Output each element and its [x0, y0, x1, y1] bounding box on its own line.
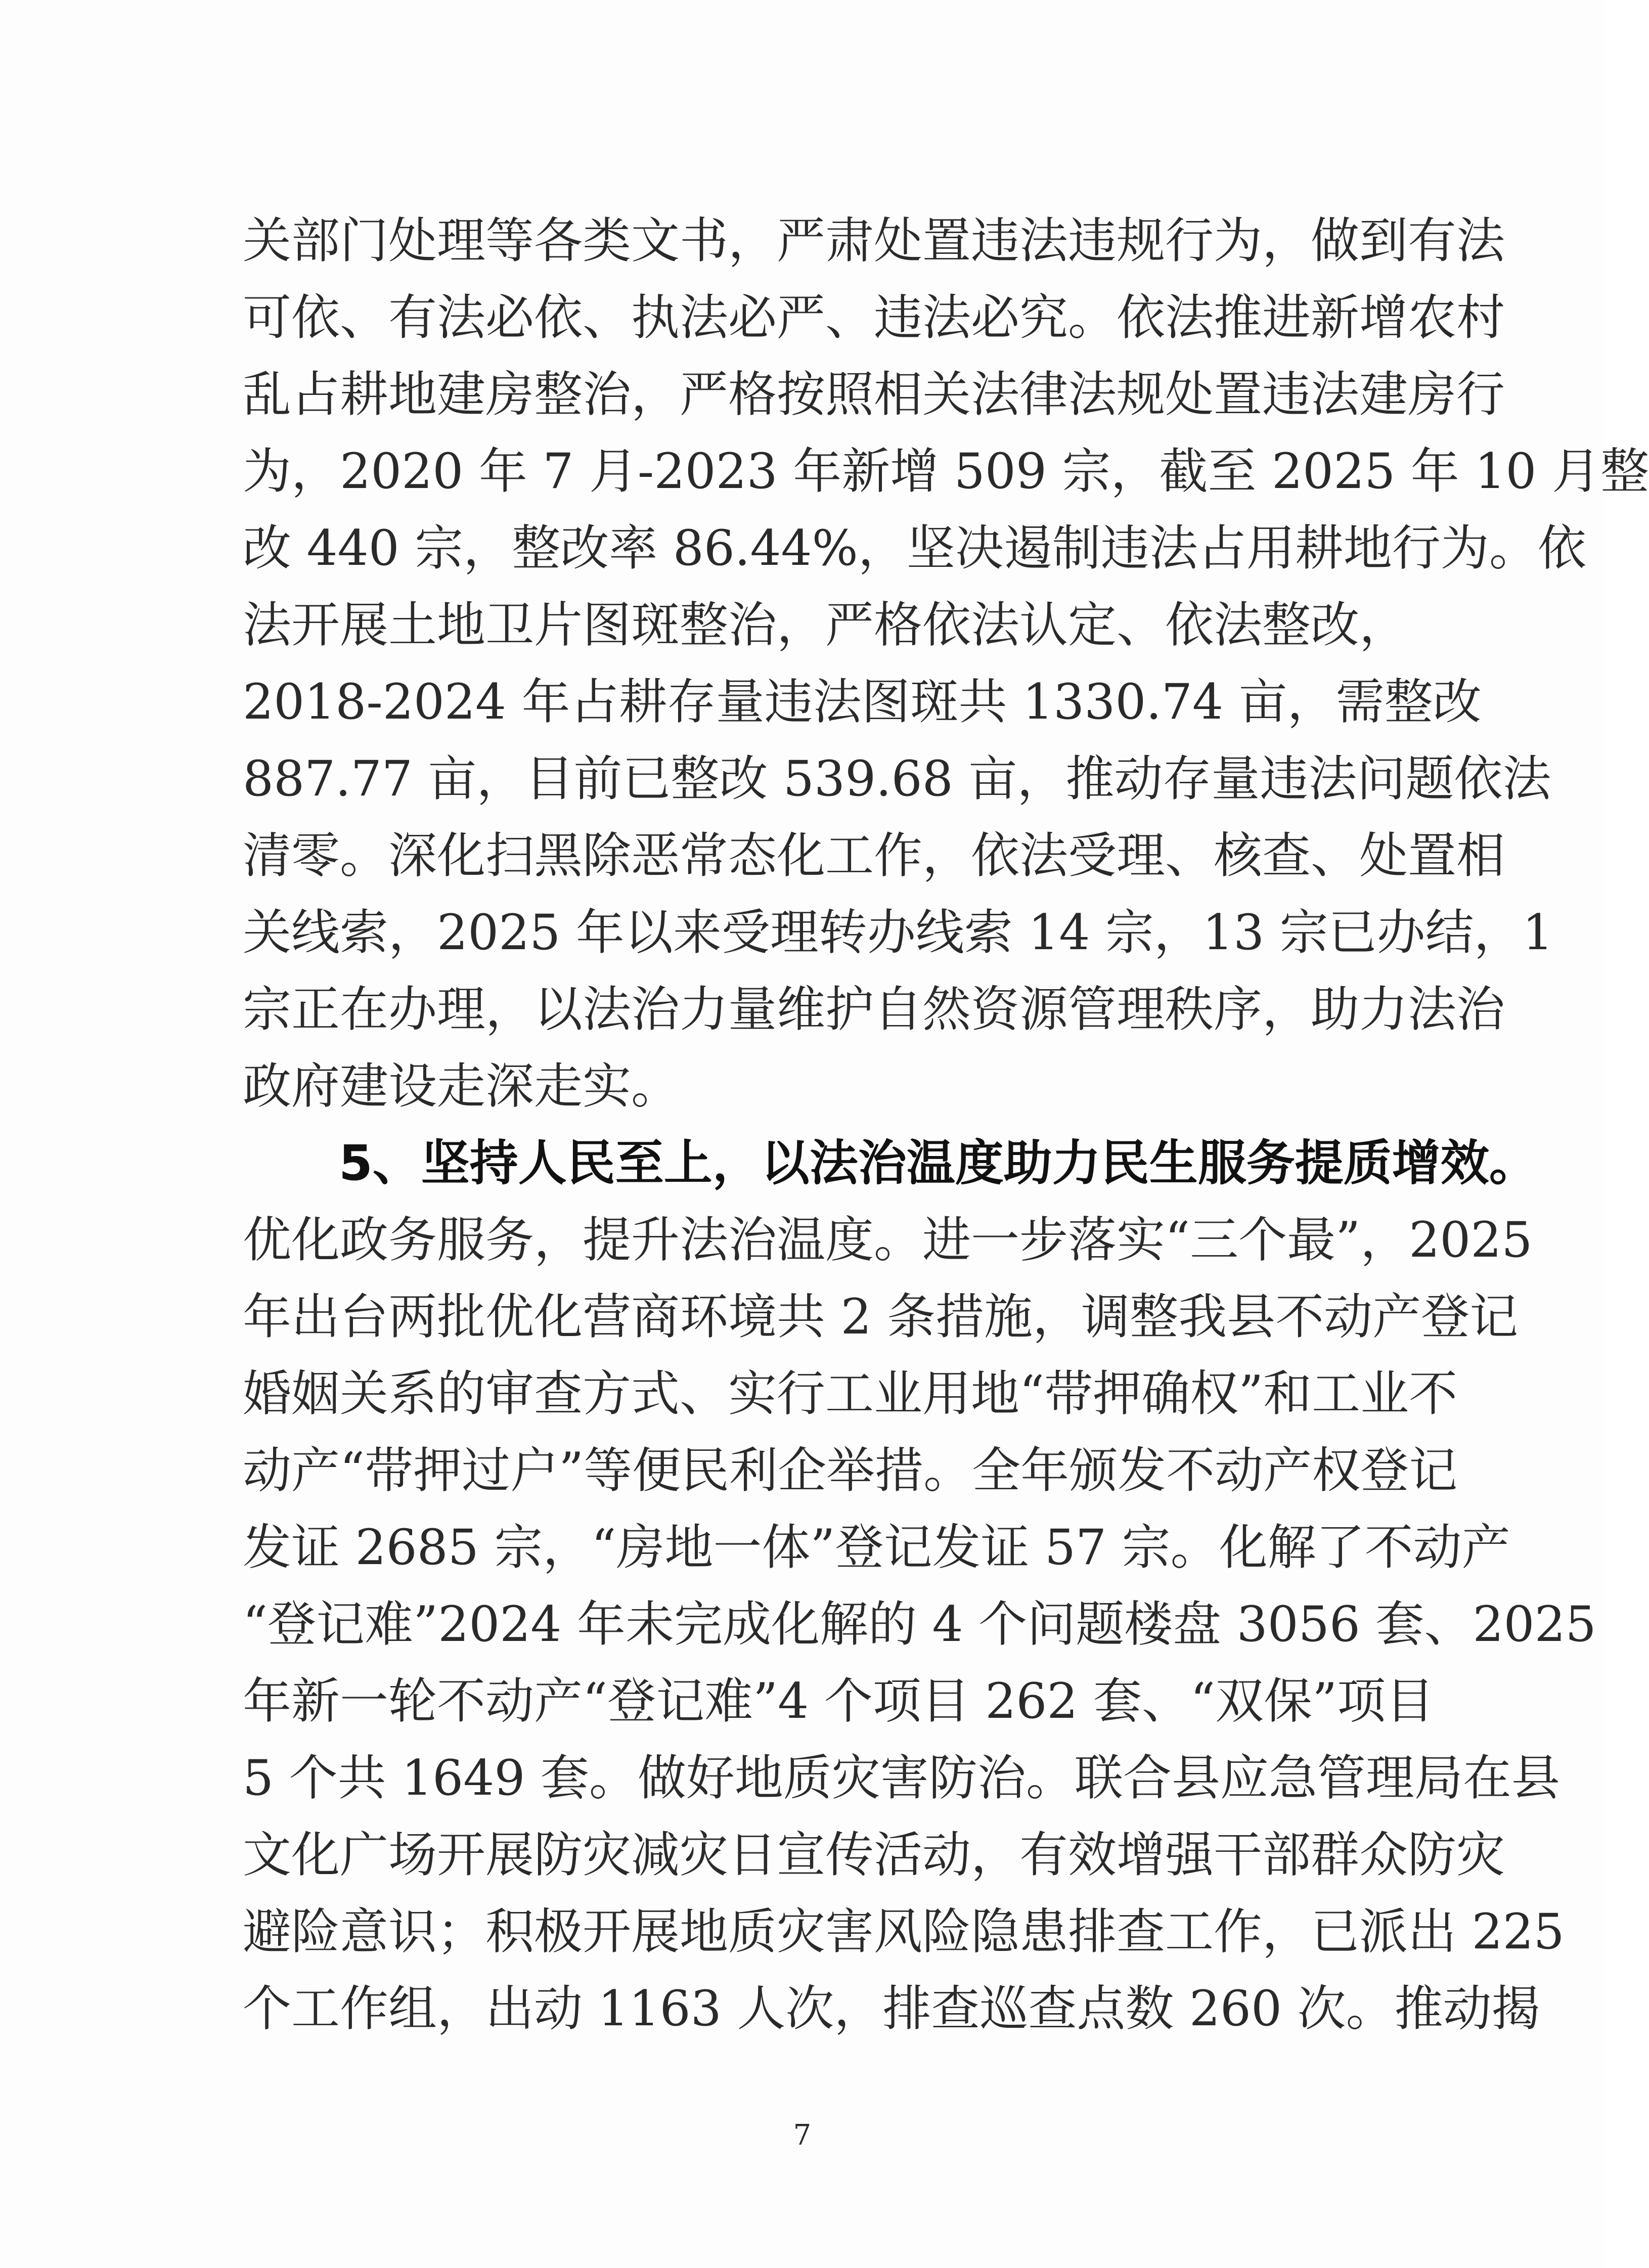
text-line: 5 个共 1649 套。做好地质灾害防治。联合县应急管理局在县 [243, 1750, 1560, 1806]
text-line: 关线索，2025 年以来受理转办线索 14 宗，13 宗已办结，1 [243, 904, 1553, 961]
text-line: 文化广场开展防灾减灾日宣传活动，有效增强干部群众防灾 [243, 1827, 1505, 1883]
text-line: 个工作组，出动 1163 人次，排查巡查点数 260 次。推动揭 [243, 1980, 1540, 2037]
text-line: 动产“带押过户”等便民利企举措。全年颁发不动产权登记 [243, 1442, 1458, 1499]
text-line: 政府建设走深走实。 [243, 1058, 680, 1115]
document-body [243, 202, 1649, 2047]
text-line: 法开展土地卫片图斑整治，严格依法认定、依法整改， [243, 597, 1408, 653]
text-line: 避险意识；积极开展地质灾害风险隐患排查工作，已派出 225 [243, 1903, 1565, 1960]
text-line: 改 440 宗，整改率 86.44%，坚决遏制违法占用耕地行为。依 [243, 520, 1586, 576]
text-line: 可依、有法必依、执法必严、违法必究。依法推进新增农村 [243, 289, 1505, 346]
text-line: 887.77 亩，目前已整改 539.68 亩，推动存量违法问题依法 [243, 750, 1551, 807]
text-line: 宗正在办理，以法治力量维护自然资源管理秩序，助力法治 [243, 981, 1505, 1038]
section-heading: 5、坚持人民至上，以法治温度助力民生服务提质增效。 [339, 1135, 1538, 1191]
text-line: 年出台两批优化营商环境共 2 条措施，调整我县不动产登记 [243, 1288, 1519, 1345]
text-line: 清零。深化扫黑除恶常态化工作，依法受理、核查、处置相 [243, 827, 1505, 884]
text-line: 婚姻关系的审查方式、实行工业用地“带押确权”和工业不 [243, 1365, 1458, 1422]
text-line: 为，2020 年 7 月-2023 年新增 509 宗，截至 2025 年 10 月整 [243, 443, 1649, 500]
text-line: 发证 2685 宗，“房地一体”登记发证 57 宗。化解了不动产 [243, 1519, 1510, 1576]
page-number: 7 [793, 2119, 812, 2152]
text-line: 年新一轮不动产“登记难”4 个项目 262 套、“双保”项目 [243, 1673, 1435, 1729]
text-line: 乱占耕地建房整治，严格按照相关法律法规处置违法建房行 [243, 366, 1505, 423]
text-line: “登记难”2024 年未完成化解的 4 个问题楼盘 3056 套、2025 [243, 1596, 1596, 1653]
text-line: 2018-2024 年占耕存量违法图斑共 1330.74 亩，需整改 [243, 674, 1482, 730]
text-line: 优化政务服务，提升法治温度。进一步落实“三个最”，2025 [243, 1212, 1533, 1268]
text-line: 关部门处理等各类文书，严肃处置违法违规行为，做到有法 [243, 212, 1505, 269]
